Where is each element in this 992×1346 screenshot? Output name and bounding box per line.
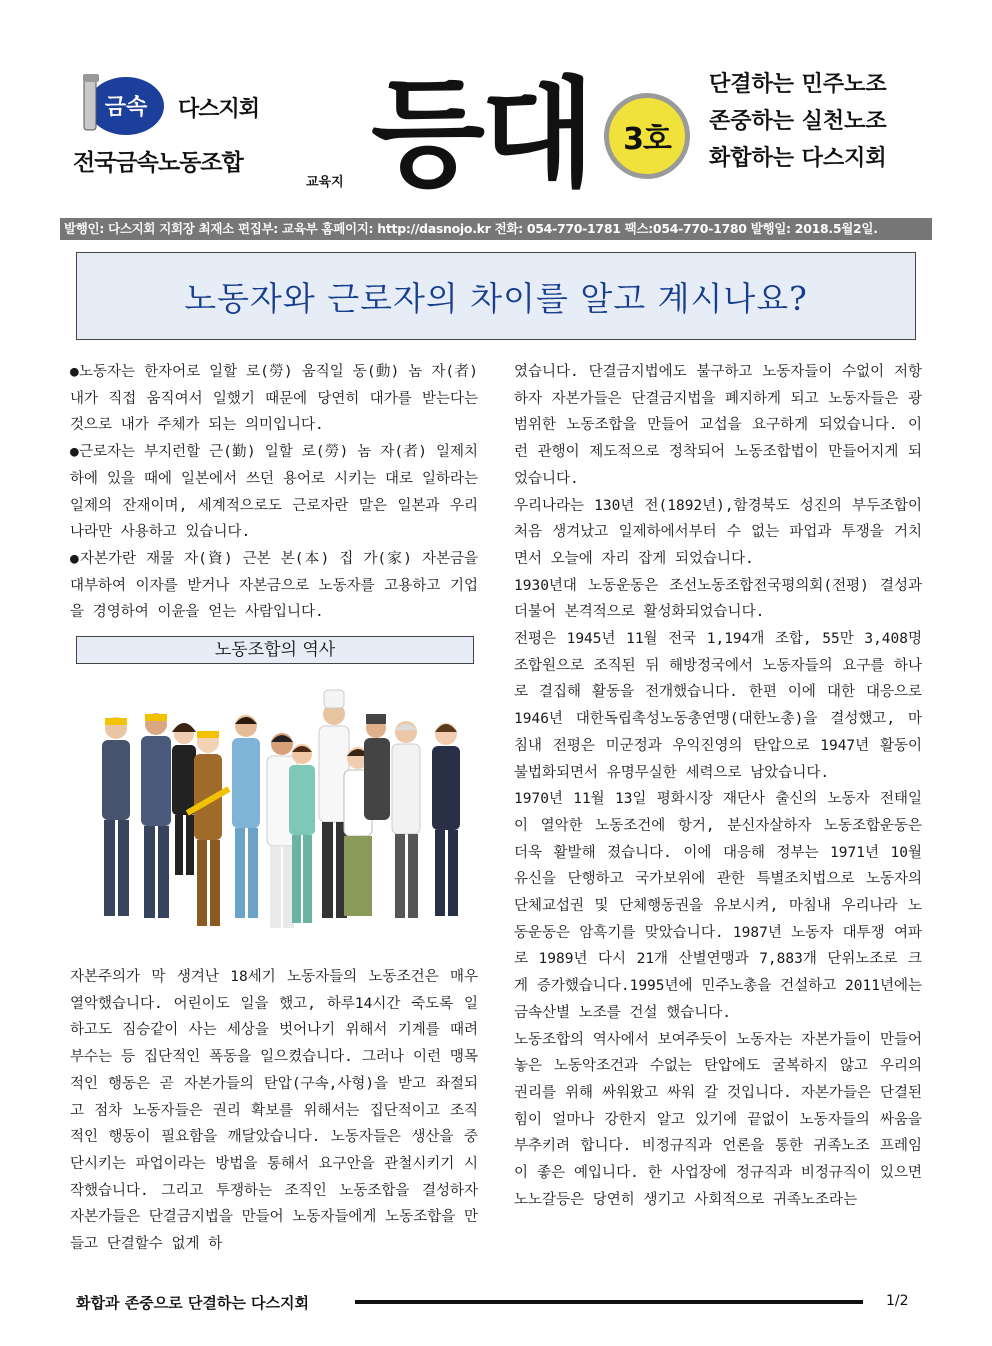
edu-label: 교육지 xyxy=(306,175,344,190)
slogan-1: 단결하는 민주노조 xyxy=(709,71,887,97)
footer-rule xyxy=(355,1300,863,1304)
page-number: 1/2 xyxy=(886,1293,909,1309)
worker-figure xyxy=(364,714,390,820)
paragraph-worker: ●노동자는 한자어로 일할 로(勞) 움직일 동(動) 놈 자(者) 내가 직접 움직여서 일했기 때문에 당연히 대가를 받는다는 것으로 내가 주체가 되는 의미입니다. xyxy=(70,364,478,434)
paragraph-capitalist: ●자본가란 재물 자(資) 근본 본(本) 집 가(家) 자본금을 대부하여 이자를 받거나 자본금으로 노동자를 고용하고 기업을 경영하여 이윤을 얻는 사람입니다. xyxy=(70,550,478,621)
left-column-bottom xyxy=(70,964,478,1258)
worker-figure xyxy=(432,723,460,916)
worker-figure xyxy=(289,744,315,923)
union-name: 전국금속노동조합 xyxy=(73,150,243,176)
workers-group-photo xyxy=(76,688,474,940)
right-column xyxy=(514,359,922,1214)
section-title: 노동조합의 역사 xyxy=(76,636,474,664)
worker-figure xyxy=(392,721,420,918)
paragraph-history-5: 1970년 11월 13일 평화시장 재단사 출신의 노동자 전태일이 열악한 노동조건에 항거, 분신자살하자 노동조합운동은 더욱 활발해 졌습니다. 이에 대응해 정부는 1971년 10월 유신을 단행하고 국가보위에 관한 특별조치법으로 노동자의 단체교섭권 및 단체행동권을 유보시켜, 마침내 우리나라 노동운동은 암흑기를 맞았습니다. 1987년 노동자 대투쟁 여파로 1989년 다시 21개 산별연맹과 7,883개 단위노조로 크게 증가했습니다.1995년에 민주노총을 건설하고 2011년에는 금속산별 노조를 건설 했습니다. xyxy=(514,791,922,1021)
footer-slogan: 화합과 존중으로 단결하는 다스지회 xyxy=(76,1294,310,1312)
slogans xyxy=(709,66,887,177)
slogan-3: 화합하는 다스지회 xyxy=(709,145,887,171)
left-column-top xyxy=(70,359,478,626)
paragraph-history-intro: 자본주의가 막 생겨난 18세기 노동자들의 노동조건은 매우 열악했습니다. 어린이도 일을 했고, 하루14시간 죽도록 일하고도 짐승같이 사는 세상을 벗어나기 위해서 기계를 때려 부수는 등 집단적인 폭동을 일으켰습니다. 그러나 이런 맹목적인 행동은 곧 자본가들의 탄압(구속,사형)을 받고 좌절되고 점차 노동자들은 권리 확보를 위해서는 집단적이고 조직적인 행동이 필요함을 깨달았습니다. 노동자들은 생산을 중단시키는 파업이라는 방법을 통해서 요구안을 관철시키기 시작했습니다. 그리고 투쟁하는 조직인 노동조합을 결성하자 자본가들은 단결금지법을 만들어 노동자들에게 노동조합을 만들고 단결할수 없게 하 xyxy=(70,969,478,1253)
newsletter-title: 등대 xyxy=(371,65,591,203)
paragraph-history-2: 우리나라는 130년 전(1892년),함경북도 성진의 부두조합이 처음 생겨났고 일제하에서부터 수 없는 파업과 투쟁을 거치면서 오늘에 자리 잡게 되었습니다. xyxy=(514,497,922,567)
worker-figure xyxy=(172,723,196,875)
worker-figure xyxy=(232,715,260,918)
logo-text: 금속 xyxy=(104,95,148,120)
paragraph-history-3: 1930년대 노동운동은 조선노동조합전국평의회(전평) 결성과 더불어 본격적으로 활성화되었습니다. xyxy=(514,577,922,621)
publication-info-bar: 발행인: 다스지회 지회장 최재소 편집부: 교육부 홈페이지: http://dasnojo.kr 전화: 054-770-1781 팩스:054-770-1780 발행일: 2018.5월2일. xyxy=(60,218,932,240)
branch-name: 다스지회 xyxy=(178,97,260,122)
worker-figure xyxy=(102,717,130,916)
worker-figure xyxy=(141,713,171,918)
paragraph-history-1: 였습니다. 단결금지법에도 불구하고 노동자들이 수없이 저항하자 자본가들은 단결금지법을 폐지하게 되고 노동자들은 광범위한 노동조합을 만들어 교섭을 요구하게 되었습니다. 이런 관행이 제도적으로 정착되어 노동조합법이 만들어지게 되었습니다. xyxy=(514,364,922,487)
paragraph-history-4: 전평은 1945년 11월 전국 1,194개 조합, 55만 3,408명 조합원으로 조직된 뒤 해방정국에서 노동자들의 요구를 하나로 결집해 활동을 전개했습니다. 한편 이에 대한 대응으로 1946년 대한독립촉성노동총연맹(대한노총)을 결성했고, 마침내 전평은 미군정과 우익진영의 탄압으로 1947년 활동이 불법화되면서 유명무실한 세력으로 남았습니다. xyxy=(514,631,922,781)
issue-badge: 3호 xyxy=(604,93,690,179)
headline: 노동자와 근로자의 차이를 알고 계시나요? xyxy=(76,252,916,340)
paragraph-history-6: 노동조합의 역사에서 보여주듯이 노동자는 자본가들이 만들어놓은 노동악조건과 수없는 탄압에도 굴복하지 않고 우리의 권리를 위해 싸워왔고 싸워 갈 것입니다. 자본가들은 단결된 힘이 얼마나 강한지 알고 있기에 끝없이 노동자들의 싸움을 부추키려 합니다. 비정규직과 언론을 통한 귀족노조 프레임이 좋은 예입니다. 한 사업장에 정규직과 비정규직이 있으면 노노갈등은 당연히 생기고 사회적으로 귀족노조라는 xyxy=(514,1031,922,1208)
slogan-2: 존중하는 실천노조 xyxy=(709,108,887,134)
paragraph-employee: ●근로자는 부지런할 근(勤) 일할 로(勞) 놈 자(者) 일제치하에 있을 때에 일본에서 쓰던 용어로 시키는 대로 일하라는 일제의 잔재이며, 세계적으로도 근로자란 말은 일본과 우리나라만 사용하고 있습니다. xyxy=(70,444,478,541)
union-logo xyxy=(80,72,166,136)
